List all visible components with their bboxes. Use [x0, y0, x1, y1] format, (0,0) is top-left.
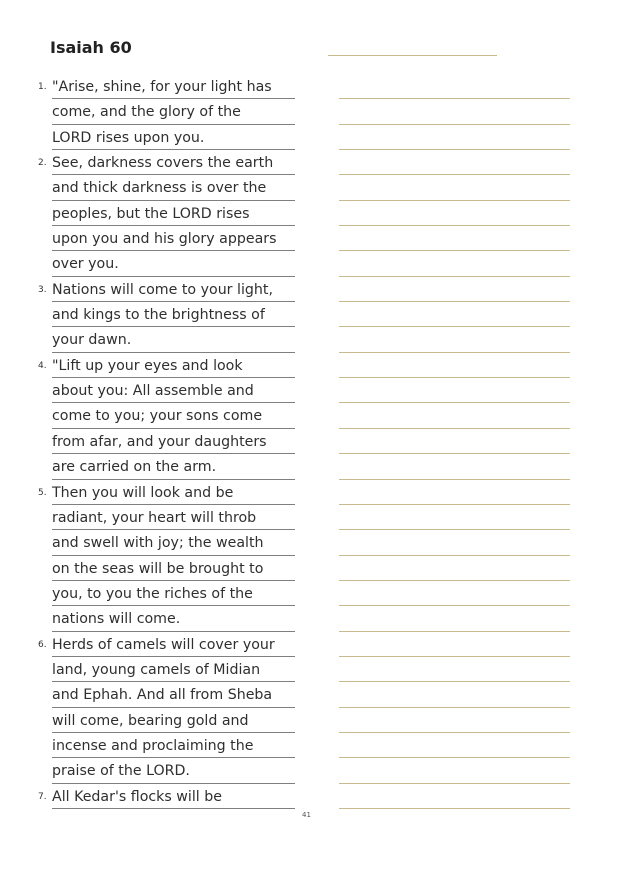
- practice-writing-line[interactable]: [339, 530, 570, 555]
- verse-line-text: "Arise, shine, for your light has: [52, 74, 295, 99]
- practice-writing-line[interactable]: [339, 378, 570, 403]
- practice-writing-line[interactable]: [339, 277, 570, 302]
- verse-number: 1.: [38, 82, 47, 92]
- practice-writing-line[interactable]: [339, 429, 570, 454]
- practice-writing-line[interactable]: [339, 353, 570, 378]
- verse-line: [38, 251, 295, 276]
- verse-line-text: and kings to the brightness of: [52, 302, 295, 327]
- verse-line-text: your dawn.: [52, 327, 295, 352]
- practice-writing-line[interactable]: [339, 733, 570, 758]
- practice-writing-line[interactable]: [339, 454, 570, 479]
- verse-line: [38, 277, 295, 302]
- practice-writing-line[interactable]: [339, 657, 570, 682]
- verse-number: 2.: [38, 158, 47, 169]
- verse-line-text: come, and the glory of the: [52, 99, 295, 124]
- verse-line: [38, 530, 295, 555]
- verse-line-text: incense and proclaiming the: [52, 733, 295, 758]
- verse-line-text: radiant, your heart will throb: [52, 505, 295, 530]
- practice-writing-line[interactable]: [339, 708, 570, 733]
- verse-line-text: and swell with joy; the wealth: [52, 530, 295, 555]
- verse-line: [38, 480, 295, 505]
- verse-line: [38, 556, 295, 581]
- practice-writing-line[interactable]: [339, 505, 570, 530]
- verse-line: [38, 74, 295, 99]
- verse-line-text: land, young camels of Midian: [52, 657, 295, 682]
- verse-line: [38, 632, 295, 657]
- verse-line: [38, 733, 295, 758]
- practice-writing-line[interactable]: [339, 632, 570, 657]
- handwriting-practice-column: [339, 74, 570, 809]
- practice-writing-line[interactable]: [339, 784, 570, 809]
- verse-line: [38, 150, 295, 175]
- verse-line-text: and thick darkness is over the: [52, 175, 295, 200]
- verse-line: [38, 682, 295, 707]
- verse-line-text: you, to you the riches of the: [52, 581, 295, 606]
- verse-line-text: "Lift up your eyes and look: [52, 353, 295, 378]
- verse-line: [38, 454, 295, 479]
- verse-line-text: from afar, and your daughters: [52, 429, 295, 454]
- verse-line-text: See, darkness covers the earth: [52, 150, 295, 175]
- verse-line-text: upon you and his glory appears: [52, 226, 295, 251]
- verse-line-text: LORD rises upon you.: [52, 125, 295, 150]
- verse-line-text: over you.: [52, 251, 295, 276]
- verse-line-text: peoples, but the LORD rises: [52, 201, 295, 226]
- verse-line-text: All Kedar's flocks will be: [52, 784, 295, 809]
- practice-writing-line[interactable]: [339, 99, 570, 124]
- practice-writing-line[interactable]: [339, 74, 570, 99]
- verse-line: [38, 327, 295, 352]
- verse-line-text: and Ephah. And all from Sheba: [52, 682, 295, 707]
- practice-writing-line[interactable]: [339, 302, 570, 327]
- verse-line: [38, 708, 295, 733]
- practice-writing-line[interactable]: [339, 251, 570, 276]
- verse-line-text: Nations will come to your light,: [52, 277, 295, 302]
- verse-line: [38, 99, 295, 124]
- practice-writing-line[interactable]: [339, 201, 570, 226]
- verse-line: [38, 302, 295, 327]
- verse-line: [38, 201, 295, 226]
- name-writing-line[interactable]: [328, 55, 497, 56]
- practice-writing-line[interactable]: [339, 125, 570, 150]
- verse-line-text: Then you will look and be: [52, 480, 295, 505]
- verse-number: 6.: [38, 639, 47, 650]
- verse-line: [38, 657, 295, 682]
- verse-line: [38, 378, 295, 403]
- practice-writing-line[interactable]: [339, 226, 570, 251]
- practice-writing-line[interactable]: [339, 682, 570, 707]
- page-title: Isaiah 60: [50, 38, 132, 57]
- verse-line-text: on the seas will be brought to: [52, 556, 295, 581]
- practice-writing-line[interactable]: [339, 150, 570, 175]
- verse-line-text: praise of the LORD.: [52, 758, 295, 783]
- verse-line: [38, 429, 295, 454]
- verse-line-text: about you: All assemble and: [52, 378, 295, 403]
- practice-writing-line[interactable]: [339, 327, 570, 352]
- verse-line-text: nations will come.: [52, 606, 295, 631]
- practice-writing-line[interactable]: [339, 175, 570, 200]
- verse-number: 4.: [38, 360, 47, 371]
- verse-line: [38, 125, 295, 150]
- page-number: 41: [302, 812, 311, 817]
- verse-number: 7.: [38, 791, 47, 802]
- practice-writing-line[interactable]: [339, 403, 570, 428]
- verse-number: 3.: [38, 284, 47, 295]
- verse-line: [38, 226, 295, 251]
- practice-writing-line[interactable]: [339, 606, 570, 631]
- verse-line: [38, 505, 295, 530]
- verse-line: [38, 353, 295, 378]
- verse-line: [38, 758, 295, 783]
- verse-line-text: will come, bearing gold and: [52, 708, 295, 733]
- practice-writing-line[interactable]: [339, 581, 570, 606]
- verse-text-column: [38, 74, 295, 809]
- verse-line: [38, 784, 295, 809]
- verse-number: 5.: [38, 487, 47, 498]
- verse-line: [38, 581, 295, 606]
- verse-line-text: come to you; your sons come: [52, 403, 295, 428]
- verse-line: [38, 175, 295, 200]
- practice-writing-line[interactable]: [339, 480, 570, 505]
- practice-writing-line[interactable]: [339, 556, 570, 581]
- verse-line-text: are carried on the arm.: [52, 454, 295, 479]
- verse-line: [38, 403, 295, 428]
- practice-writing-line[interactable]: [339, 758, 570, 783]
- verse-line: [38, 606, 295, 631]
- verse-line-text: Herds of camels will cover your: [52, 632, 295, 657]
